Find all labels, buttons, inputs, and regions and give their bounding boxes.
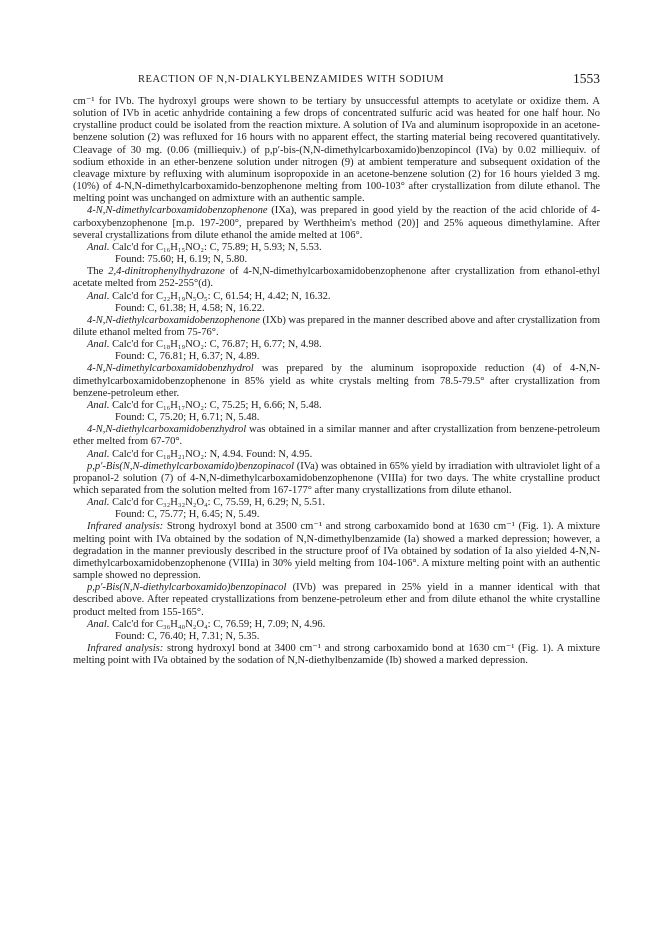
anal-values: Calc'd for C₁₈H₁₉NO₂: C, 76.87; H, 6.77; N, 4.98. — [109, 339, 322, 351]
page-number: 1553 — [573, 71, 600, 86]
anal-values: Calc'd for C₂₂H₁₉N₅O₅: C, 61.54; H, 4.42; N, 16.32. — [109, 290, 331, 302]
analysis-calculated — [73, 619, 600, 631]
anal-label: Anal. — [87, 290, 110, 302]
paragraph-text: Strong hydroxyl bond at 3500 cm⁻¹ and strong carboxamido bond at 1630 cm⁻¹ (Fig. 1). A mixture melting point with IVa obtained by the sodation of N,N-dimethylbenzamide (Ia) showed a marked depression; however, a degradation in the manner previously described in the structure proof of IVa obtained by sodation of Ia also yielded 4-N,N-dimethylcarboxamidobenzophenone (VIIIa) in 30% yield melting from 104-106°. A mixture melting point with an authentic sample showed no depression. — [73, 521, 600, 582]
analysis-found: Found: C, 61.38; H, 4.58; N, 16.22. — [115, 302, 265, 314]
analysis-found: Found: C, 76.40; H, 7.31; N, 5.35. — [115, 630, 260, 642]
paragraph-lead: The — [87, 266, 109, 278]
infrared-label: Infrared analysis: — [87, 521, 164, 533]
paragraph-diethyl-pinacol — [73, 582, 600, 618]
analysis-found: Found: 75.60; H, 6.19; N, 5.80. — [115, 254, 248, 266]
analysis-calculated — [73, 339, 600, 351]
analysis-calculated — [73, 400, 600, 412]
anal-label: Anal. — [87, 241, 110, 253]
paragraph-text: (IXb) was prepared in the manner described above and after crystallization from dilute ethanol melted from 75-76°. — [73, 314, 600, 338]
anal-values: Calc'd for C₃₆H₄₀N₂O₄: C, 76.59; H, 7.09; N, 4.96. — [109, 618, 326, 630]
paragraph-dimethylbenzophenone — [73, 205, 600, 241]
paragraph-text: was obtained in a similar manner and after crystallization from benzene-petroleum ether melted from 67-70°. — [73, 424, 600, 448]
analysis-found: Found: C, 75.20; H, 6.71; N, 5.48. — [115, 412, 260, 424]
paragraph-text: strong hydroxyl bond at 3400 cm⁻¹ and strong carboxamido bond at 1630 cm⁻¹ (Fig. 1). A mixture melting point with IVa obtained by the sodation of N,N-diethylbenzamide (Ib) showed a marked depression. — [73, 643, 600, 667]
compound-name: 4-N,N-dimethylcarboxamidobenzophenone — [87, 205, 268, 217]
compound-name: p,p′-Bis(N,N-diethylcarboxamido)benzopinacol — [87, 582, 287, 594]
running-head: REACTION OF N,N-DIALKYLBENZAMIDES WITH SODIUM — [138, 74, 444, 85]
anal-label: Anal. — [87, 448, 110, 460]
paragraph-dimethyl-pinacol — [73, 461, 600, 497]
paragraph-text: (IXa), was prepared in good yield by the reaction of the acid chloride of 4-carboxybenzophenone [m.p. 197-200°, prepared by Werthheim's method (20)] and 25% aqueous dimethylamine. After several crystallizations from dilute ethanol the amide melted at 106°. — [73, 205, 600, 241]
anal-values: Calc'd for C₃₂H₃₂N₂O₄: C, 75.59, H, 6.29; N, 5.51. — [109, 497, 325, 509]
analysis-found: Found: C, 75.77; H, 6.45; N, 5.49. — [115, 509, 260, 521]
paragraph-diethylbenzophenone — [73, 315, 600, 339]
paragraph-infrared-ivа — [73, 521, 600, 582]
compound-name: 4-N,N-dimethylcarboxamidobenzhydrol — [87, 363, 254, 375]
paragraph-text: of 4-N,N-dimethylcarboxamidobenzophenone after crystallization from ethanol-ethyl acetate melted from 252-255°(d). — [73, 266, 600, 290]
analysis-calculated — [73, 449, 600, 461]
paragraph-text: (IVb) was prepared in 25% yield in a manner identical with that described above. After repeated crystallizations from benzene-petroleum ether and from dilute ethanol the white crystalline product melted from 155-165°. — [73, 582, 600, 618]
analysis-calculated — [73, 291, 600, 303]
paragraph-text: (IVa) was obtained in 65% yield by irradiation with ultraviolet light of a propanol-2 solution (7) of 4-N,N-dimethylcarboxamidobenzophenone (VIIIa) for two days. The white crystalline product which separated from the solution melted from 167-177° after many crystallizations from dilute ethanol. — [73, 460, 600, 496]
compound-name: p,p′-Bis(N,N-dimethylcarboxamido)benzopinacol — [87, 460, 295, 472]
paragraph-diethylbenzhydrol — [73, 424, 600, 448]
anal-label: Anal. — [87, 339, 110, 351]
paragraph-dimethylbenzhydrol — [73, 363, 600, 399]
compound-name: 2,4-dinitrophenylhydrazone — [108, 266, 225, 278]
anal-label: Anal. — [87, 399, 110, 411]
analysis-found: Found: C, 76.81; H, 6.37; N, 4.89. — [115, 351, 260, 363]
analysis-calculated — [73, 242, 600, 254]
page-header — [73, 71, 600, 90]
paragraph-text: was prepared by the aluminum isopropoxide reduction (4) of 4-N,N-dimethylcarboxamidobenzophenone in 85% yield as white crystals melting from 78.5-79.5° after crystallization from benzene-petroleum ether. — [73, 363, 600, 399]
compound-name: 4-N,N-diethylcarboxamidobenzhydrol — [87, 424, 247, 436]
compound-name: 4-N,N-diethylcarboxamidobenzophenone — [87, 314, 260, 326]
infrared-label: Infrared analysis: — [87, 643, 164, 655]
anal-label: Anal. — [87, 618, 110, 630]
anal-values: Calc'd for C₁₆H₁₅NO₂: C, 75.89; H, 5.93; N, 5.53. — [109, 241, 322, 253]
anal-label: Anal. — [87, 497, 110, 509]
paragraph-infrared-ivb — [73, 643, 600, 667]
anal-values: Calc'd for C₁₈H₂₁NO₂: N, 4.94. Found: N, 4.95. — [109, 448, 313, 460]
anal-values: Calc'd for C₁₆H₁₇NO₂: C, 75.25; H, 6.66; N, 5.48. — [109, 399, 322, 411]
body-text — [73, 96, 600, 667]
paragraph-dinitrophenylhydrazone — [73, 266, 600, 290]
analysis-calculated — [73, 497, 600, 509]
paragraph-continuation: cm⁻¹ for IVb. The hydroxyl groups were shown to be tertiary by unsuccessful attempts to acetylate or oxidize them. A solution of IVb in acetic anhydride containing a few drops of concentrated sulfuric acid was heated for one half hour. No crystalline product could be isolated from the reaction mixture. A solution of IVa and aluminum isopropoxide in an acetone-benzene solution (2) was refluxed for 16 hours with no apparent effect, the starting material being recovered quantitatively. Cleavage of 30 mg. (0.06 (milliequiv.) of p,p′-bis-(N,N-dimethylcarboxamido)benzopincol (IVa) by 0.02 milliequiv. of sodium ethoxide in an ether-benzene solution under nitrogen (9) at ambient temperature and subsequent oxidation of the cleavage mixture by refluxing with aluminum isopropoxide in an acetone-benzene solution (2) for 16 hours yielded 3 mg. (10%) of 4-N,N-dimethylcarboxamido-benzophenone melting from 100-103° after crystallization from dilute ethanol. The melting point was unchanged on admixture with an authentic sample. — [73, 96, 600, 205]
